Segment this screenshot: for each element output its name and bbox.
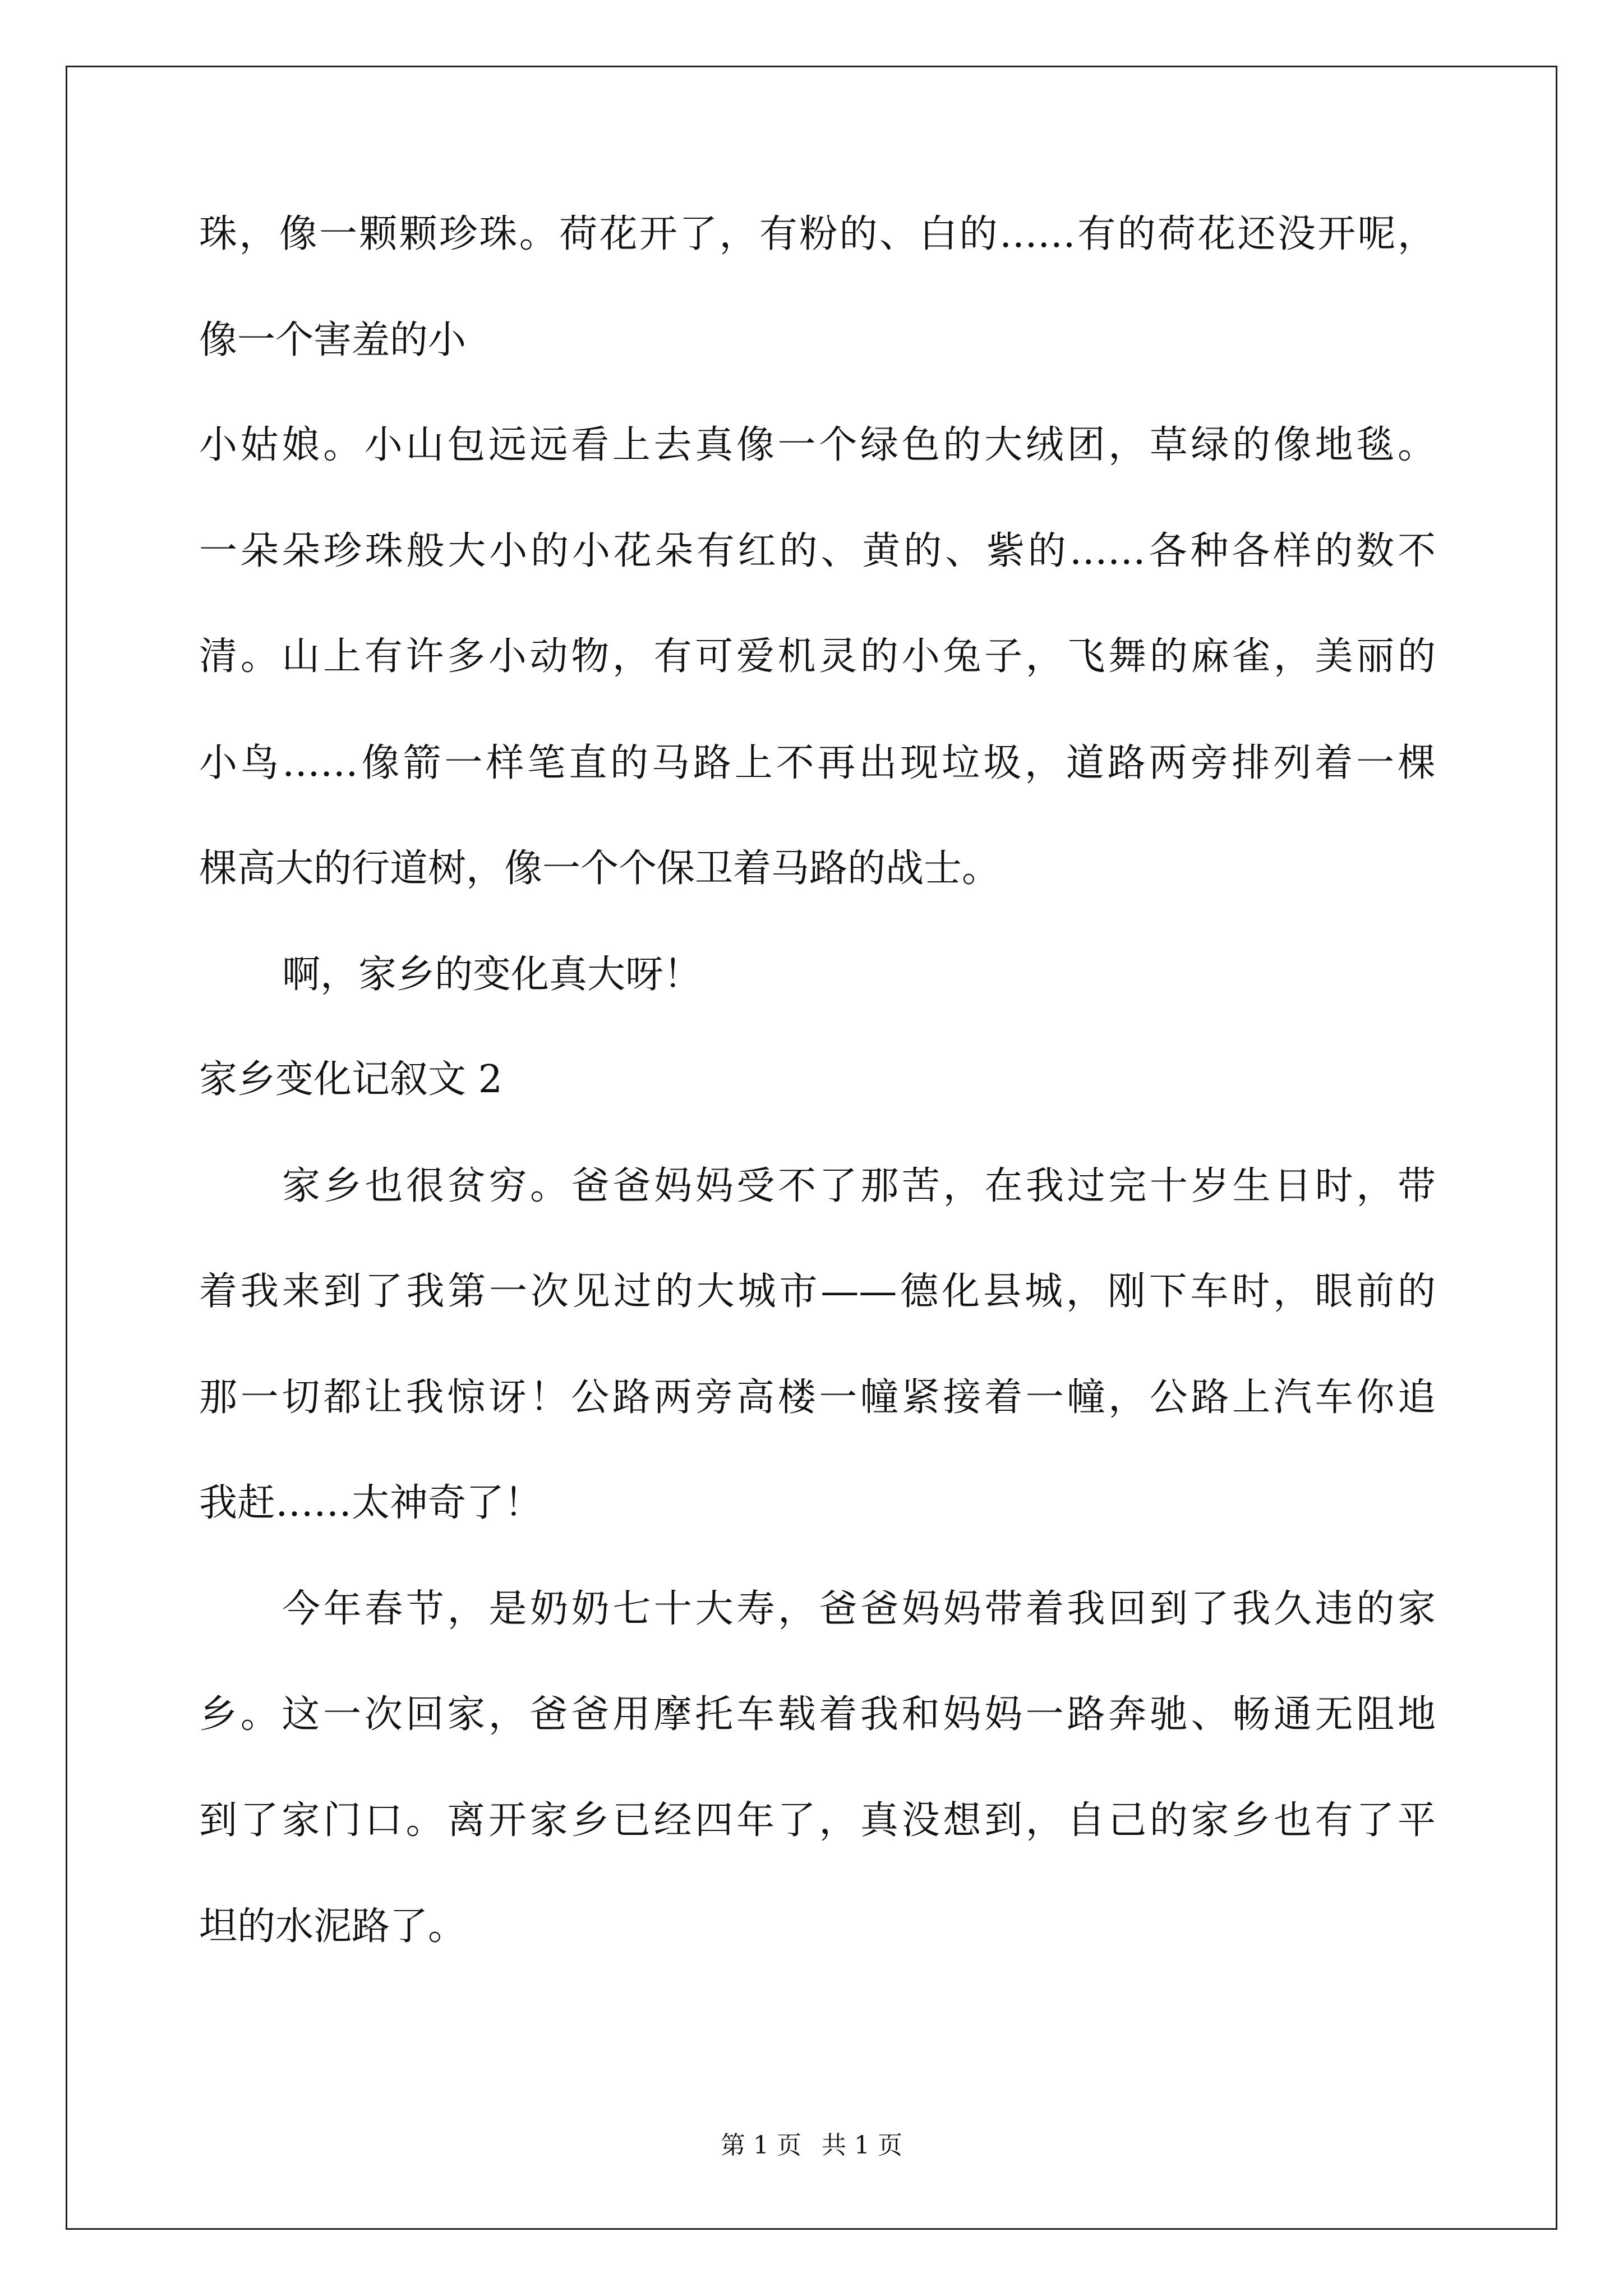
text-line: 家乡也很贫穷。爸爸妈妈受不了那苦，在我过完十岁生日时，带 — [282, 1164, 1436, 1208]
text-line: 到了家门口。离开家乡已经四年了，真没想到，自己的家乡也有了平 — [199, 1798, 1436, 1843]
page-number: 第 1 页 — [721, 2131, 801, 2160]
text-line: 珠，像一颗颗珍珠。荷花开了，有粉的、白的……有的荷花还没开呢， — [199, 212, 1436, 256]
text-line: 坦的水泥路了。 — [199, 1904, 467, 1949]
page-total: 共 1 页 — [822, 2131, 902, 2160]
text-line: 小姑娘。小山包远远看上去真像一个绿色的大绒团，草绿的像地毯。 — [199, 423, 1436, 467]
text-line: 乡。这一次回家，爸爸用摩托车载着我和妈妈一路奔驰、畅通无阻地 — [199, 1692, 1436, 1737]
text-line: 今年春节，是奶奶七十大寿，爸爸妈妈带着我回到了我久违的家 — [282, 1587, 1436, 1631]
text-line: 我赶……太神奇了！ — [199, 1481, 543, 1525]
page-footer — [0, 2129, 1623, 2162]
text-line: 那一切都让我惊讶！公路两旁高楼一幢紧接着一幢，公路上汽车你追 — [199, 1375, 1436, 1420]
text-line: 像一个害羞的小 — [199, 318, 467, 362]
text-line: 一朵朵珍珠般大小的小花朵有红的、黄的、紫的……各种各样的数不 — [199, 529, 1436, 573]
text-line: 棵高大的行道树，像一个个保卫着马路的战士。 — [199, 846, 1000, 891]
text-line: 小鸟……像箭一样笔直的马路上不再出现垃圾，道路两旁排列着一棵 — [199, 741, 1436, 785]
section-heading: 家乡变化记叙文 2 — [199, 1057, 502, 1102]
text-line: 清。山上有许多小动物，有可爱机灵的小兔子，飞舞的麻雀，美丽的 — [199, 634, 1436, 679]
text-line: 啊，家乡的变化真大呀！ — [282, 953, 702, 997]
text-line: 着我来到了我第一次见过的大城市——德化县城，刚下车时，眼前的 — [199, 1269, 1436, 1314]
